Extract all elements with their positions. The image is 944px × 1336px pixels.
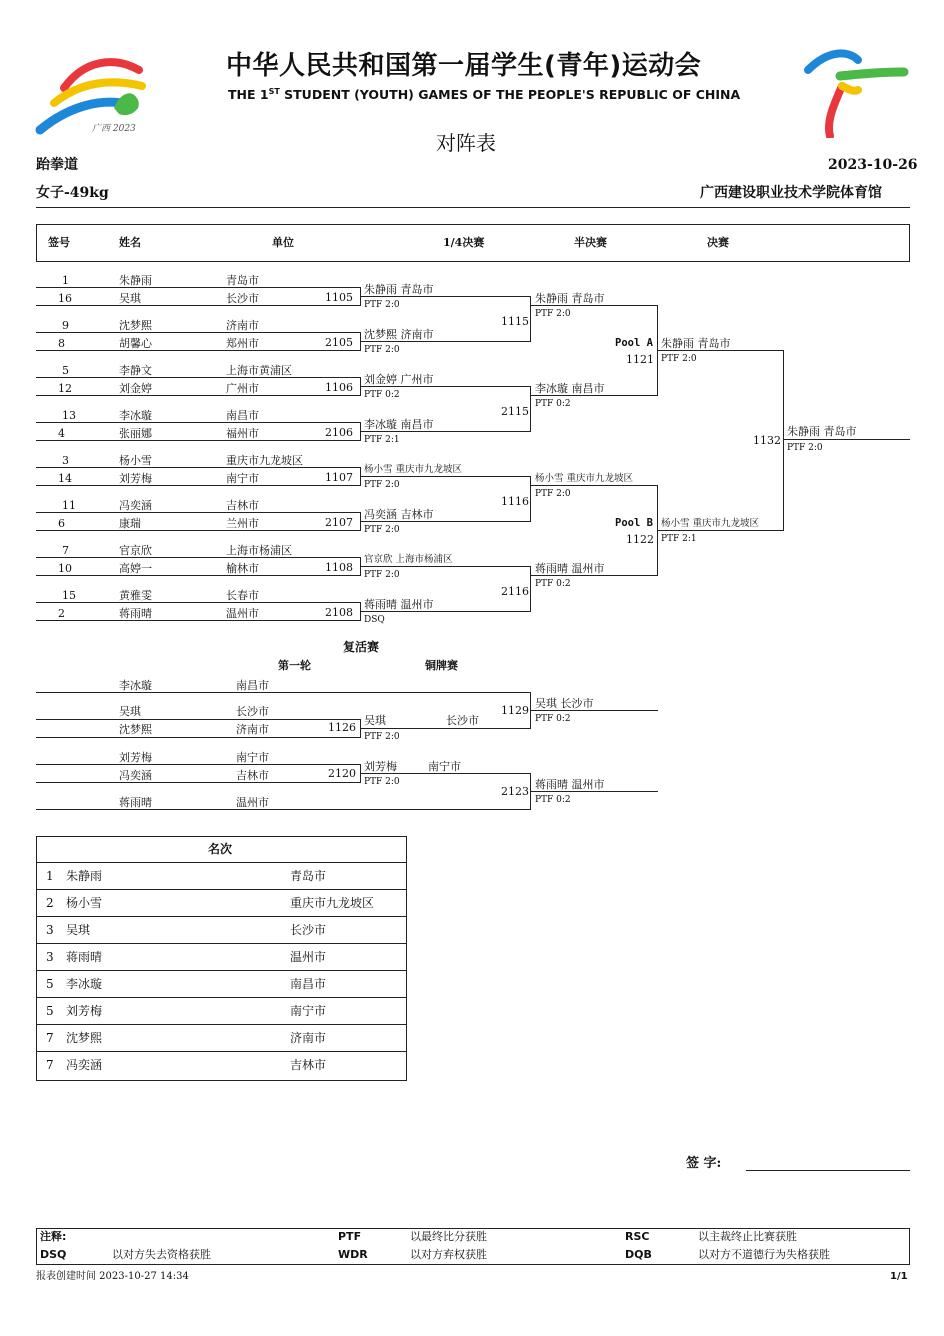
entrant-unit: 济南市 (226, 319, 259, 332)
sf-winner: 朱静雨 青岛市 (661, 337, 731, 350)
entrant-unit: 温州市 (226, 607, 259, 620)
games-title-cn: 中华人民共和国第一届学生(青年)运动会 (226, 51, 702, 81)
bracket-line (530, 395, 658, 396)
qf-match-no: 1115 (501, 315, 529, 328)
rep-b-r1-result: PTF 2:0 (364, 777, 400, 787)
rep-b-bronze-match-no: 2123 (501, 785, 529, 798)
bracket-line (36, 602, 360, 603)
qf-result: PTF 2:0 (535, 489, 571, 499)
rep-b-p2-name: 冯奕涵 (119, 769, 152, 782)
entrant-name: 刘金婷 (119, 382, 152, 395)
ranking-rank: 3 (46, 923, 54, 937)
note-text-dqb: 以对方不道德行为失格获胜 (698, 1248, 830, 1261)
page-number: 1/1 (890, 1271, 908, 1282)
ranking-unit: 吉林市 (290, 1058, 327, 1072)
rep-b-r1-match-no: 2120 (328, 767, 356, 780)
entrant-unit: 广州市 (226, 382, 259, 395)
bracket-line (36, 287, 360, 288)
bracket-line (36, 862, 406, 863)
r1-match-no: 1107 (325, 471, 353, 484)
rep-a-r1-unit: 长沙市 (446, 714, 479, 727)
col-unit: 单位 (272, 236, 294, 249)
sf-result: PTF 2:0 (661, 354, 697, 364)
entrant-name: 沈梦熙 (119, 319, 152, 332)
entrant-name: 高婷一 (119, 562, 152, 575)
r1-result: DSQ (364, 615, 385, 625)
bracket-line (783, 439, 910, 440)
sf-result: PTF 2:1 (661, 534, 697, 544)
entrant-seed: 2 (58, 607, 65, 620)
rep-b-p2-unit: 吉林市 (236, 769, 269, 782)
ranking-name: 吴琪 (66, 923, 91, 937)
rep-a-r1-winner: 吴琪 (364, 714, 386, 727)
bracket-line (530, 485, 658, 486)
sf-winner: 杨小雪 重庆市九龙坡区 (661, 518, 760, 529)
entrant-name: 吴琪 (119, 292, 141, 305)
ranking-name: 冯奕涵 (66, 1058, 103, 1072)
entrant-seed: 11 (62, 499, 76, 512)
rep-a-bronze-winner: 吴琪 长沙市 (535, 697, 594, 710)
repechage-round1-label: 第一轮 (278, 659, 311, 672)
rep-a-bye-name: 李冰璇 (119, 679, 152, 692)
entrant-seed: 15 (62, 589, 76, 602)
bracket-line (530, 386, 531, 432)
ranking-name: 杨小雪 (66, 896, 103, 910)
r1-result: PTF 2:0 (364, 300, 400, 310)
r1-match-no: 2107 (325, 516, 353, 529)
r1-winner: 沈梦熙 济南市 (364, 328, 434, 341)
ranking-title: 名次 (208, 842, 233, 856)
entrant-seed: 6 (58, 517, 65, 530)
entrant-seed: 12 (58, 382, 72, 395)
r1-match-no: 2106 (325, 426, 353, 439)
r1-match-no: 1105 (325, 291, 353, 304)
rep-b-r1-unit: 南宁市 (428, 760, 461, 773)
bracket-line (36, 530, 360, 531)
ranking-unit: 长沙市 (290, 923, 327, 937)
bracket-line (360, 476, 530, 477)
entrant-name: 刘芳梅 (119, 472, 152, 485)
entrant-seed: 3 (62, 454, 69, 467)
rep-b-bye-unit: 温州市 (236, 796, 269, 809)
r1-winner: 蒋雨晴 温州市 (364, 598, 434, 611)
sf-pool-label: Pool B (615, 517, 653, 529)
entrant-unit: 榆林市 (226, 562, 259, 575)
bracket-line (36, 889, 406, 890)
r1-winner: 李冰璇 南昌市 (364, 418, 434, 431)
r1-result: PTF 2:0 (364, 345, 400, 355)
rep-b-p1-unit: 南宁市 (236, 751, 269, 764)
entrant-seed: 10 (58, 562, 72, 575)
entrant-unit: 上海市黄浦区 (226, 364, 292, 377)
signature-label: 签 字: (686, 1156, 722, 1171)
entrant-unit: 福州市 (226, 427, 259, 440)
rep-a-p1-unit: 长沙市 (236, 705, 269, 718)
entrant-seed: 4 (58, 427, 65, 440)
ranking-name: 朱静雨 (66, 869, 103, 883)
ranking-name: 刘芳梅 (66, 1004, 103, 1018)
bracket-line (36, 440, 360, 441)
bracket-line (36, 485, 360, 486)
sf-match-no: 1122 (626, 533, 654, 546)
r1-match-no: 1106 (325, 381, 353, 394)
bracket-line (36, 997, 406, 998)
qf-winner: 蒋雨晴 温州市 (535, 562, 605, 575)
bracket-line (36, 620, 360, 621)
r1-winner: 刘金婷 广州市 (364, 373, 434, 386)
entrant-name: 胡馨心 (119, 337, 152, 350)
qf-match-no: 1116 (501, 495, 529, 508)
bracket-line (360, 386, 530, 387)
ranking-unit: 济南市 (290, 1031, 327, 1045)
rep-b-bronze-result: PTF 0:2 (535, 795, 571, 805)
r1-result: PTF 2:0 (364, 570, 400, 580)
bracket-line (530, 296, 531, 342)
bracket-line (360, 611, 530, 612)
bracket-line (36, 557, 360, 558)
final-winner: 朱静雨 青岛市 (787, 425, 857, 438)
rep-a-bronze-match-no: 1129 (501, 704, 529, 717)
ranking-rank: 7 (46, 1058, 54, 1072)
note-text-wdr: 以对方弃权获胜 (410, 1248, 487, 1261)
venue-label: 广西建设职业技术学院体育馆 (700, 185, 882, 201)
qf-winner: 杨小雪 重庆市九龙坡区 (535, 473, 634, 484)
r1-result: PTF 2:0 (364, 480, 400, 490)
r1-winner: 朱静雨 青岛市 (364, 283, 434, 296)
entrant-unit: 长沙市 (226, 292, 259, 305)
ranking-unit: 青岛市 (290, 869, 327, 883)
final-result: PTF 2:0 (787, 443, 823, 453)
entrant-unit: 南宁市 (226, 472, 259, 485)
entrant-unit: 郑州市 (226, 337, 259, 350)
bracket-line (360, 521, 530, 522)
entrant-unit: 上海市杨浦区 (226, 544, 292, 557)
ranking-name: 李冰璇 (66, 977, 103, 991)
bracket-line (530, 305, 658, 306)
qf-result: PTF 0:2 (535, 579, 571, 589)
repechage-bronze-label: 铜牌赛 (425, 659, 458, 672)
entrant-name: 康瑞 (119, 517, 141, 530)
rep-b-bronze-winner: 蒋雨晴 温州市 (535, 778, 605, 791)
entrant-unit: 兰州市 (226, 517, 259, 530)
games-title-en: THE 1ST STUDENT (YOUTH) GAMES OF THE PEOPLE'S REPUBLIC OF CHINA (228, 87, 741, 103)
entrant-unit: 青岛市 (226, 274, 259, 287)
col-qf: 1/4决赛 (443, 236, 485, 249)
ranking-rank: 3 (46, 950, 54, 964)
entrant-unit: 重庆市九龙坡区 (226, 454, 303, 467)
bracket-line (36, 395, 360, 396)
bracket-line (657, 530, 783, 531)
ranking-rank: 2 (46, 896, 54, 910)
bracket-line (36, 1051, 406, 1052)
rep-b-bye-name: 蒋雨晴 (119, 796, 152, 809)
entrant-seed: 7 (62, 544, 69, 557)
entrant-unit: 吉林市 (226, 499, 259, 512)
r1-result: PTF 2:1 (364, 435, 400, 445)
sf-pool-label: Pool A (615, 337, 653, 349)
r1-winner: 官京欣 上海市杨浦区 (364, 554, 453, 565)
rep-b-p1-name: 刘芳梅 (119, 751, 152, 764)
ranking-unit: 南宁市 (290, 1004, 327, 1018)
rep-a-p2-unit: 济南市 (236, 723, 269, 736)
entrant-seed: 8 (58, 337, 65, 350)
bracket-line (360, 296, 530, 297)
qf-match-no: 2116 (501, 585, 529, 598)
notes-label: 注释: (40, 1230, 67, 1243)
note-code-ptf: PTF (338, 1230, 362, 1243)
bracket-line (36, 305, 360, 306)
ranking-rank: 7 (46, 1031, 54, 1045)
bracket-line (530, 476, 531, 522)
bracket-line (36, 512, 360, 513)
entrant-name: 黄雅雯 (119, 589, 152, 602)
category-label: 女子-49kg (36, 185, 109, 201)
r1-match-no: 2108 (325, 606, 353, 619)
bracket-line (36, 1024, 406, 1025)
entrant-seed: 13 (62, 409, 76, 422)
qf-winner: 李冰璇 南昌市 (535, 382, 605, 395)
note-code-wdr: WDR (338, 1248, 368, 1261)
bracket-line (360, 341, 530, 342)
bracket-line (36, 422, 360, 423)
r1-match-no: 2105 (325, 336, 353, 349)
rep-a-r1-match-no: 1126 (328, 721, 356, 734)
ranking-unit: 南昌市 (290, 977, 327, 991)
entrant-name: 李静文 (119, 364, 152, 377)
bracket-line (36, 943, 406, 944)
bracket-line (783, 350, 784, 531)
entrant-seed: 1 (62, 274, 69, 287)
sf-match-no: 1121 (626, 353, 654, 366)
r1-match-no: 1108 (325, 561, 353, 574)
bracket-line (36, 916, 406, 917)
r1-result: PTF 2:0 (364, 525, 400, 535)
qf-winner: 朱静雨 青岛市 (535, 292, 605, 305)
rep-a-p2-name: 沈梦熙 (119, 723, 152, 736)
rep-a-p1-name: 吴琪 (119, 705, 141, 718)
entrant-seed: 9 (62, 319, 69, 332)
repechage-title: 复活赛 (343, 640, 380, 654)
entrant-unit: 长春市 (226, 589, 259, 602)
col-sf: 半决赛 (574, 236, 607, 249)
note-text-ptf: 以最终比分获胜 (410, 1230, 487, 1243)
note-text-rsc: 以主裁终止比赛获胜 (698, 1230, 797, 1243)
col-final: 决赛 (707, 236, 729, 249)
entrant-seed: 5 (62, 364, 69, 377)
rep-a-r1-result: PTF 2:0 (364, 732, 400, 742)
bracket-line (36, 350, 360, 351)
entrant-name: 官京欣 (119, 544, 152, 557)
bracket-line (36, 332, 360, 333)
bracket-line (360, 431, 530, 432)
entrant-name: 冯奕涵 (119, 499, 152, 512)
bracket-line (530, 575, 658, 576)
rep-a-bronze-result: PTF 0:2 (535, 714, 571, 724)
games-logo-right (800, 46, 910, 138)
bracket-line (36, 467, 360, 468)
ranking-unit: 重庆市九龙坡区 (290, 896, 375, 910)
report-created: 报表创建时间 2023-10-27 14:34 (36, 1271, 189, 1282)
r1-winner: 冯奕涵 吉林市 (364, 508, 434, 521)
bracket-line (657, 350, 783, 351)
ranking-name: 沈梦熙 (66, 1031, 103, 1045)
final-match-no: 1132 (753, 434, 781, 447)
r1-winner: 杨小雪 重庆市九龙坡区 (364, 464, 463, 475)
entrant-name: 李冰璇 (119, 409, 152, 422)
ranking-name: 蒋雨晴 (66, 950, 103, 964)
bracket-line (36, 970, 406, 971)
qf-match-no: 2115 (501, 405, 529, 418)
col-name: 姓名 (119, 236, 141, 249)
note-text-dsq: 以对方失去资格获胜 (112, 1248, 211, 1261)
bracket-line (360, 566, 530, 567)
entrant-name: 张丽娜 (119, 427, 152, 440)
ranking-rank: 1 (46, 869, 54, 883)
entrant-name: 朱静雨 (119, 274, 152, 287)
bracket-line (530, 566, 531, 612)
rep-a-bye-unit: 南昌市 (236, 679, 269, 692)
entrant-name: 蒋雨晴 (119, 607, 152, 620)
note-code-rsc: RSC (625, 1230, 650, 1243)
r1-result: PTF 0:2 (364, 390, 400, 400)
rep-b-r1-winner: 刘芳梅 (364, 760, 397, 773)
date-label: 2023-10-26 (828, 157, 918, 173)
bracket-line (36, 377, 360, 378)
ranking-rank: 5 (46, 1004, 54, 1018)
logo-caption: 广西 2023 (92, 124, 136, 134)
entrant-seed: 14 (58, 472, 72, 485)
sport-label: 跆拳道 (36, 157, 78, 173)
col-seed: 签号 (48, 236, 70, 249)
signature-line (746, 1170, 910, 1171)
qf-result: PTF 0:2 (535, 399, 571, 409)
bracket-line (36, 575, 360, 576)
note-code-dqb: DQB (625, 1248, 652, 1261)
entrant-name: 杨小雪 (119, 454, 152, 467)
header-divider (36, 207, 910, 208)
note-code-dsq: DSQ (40, 1248, 67, 1261)
entrant-unit: 南昌市 (226, 409, 259, 422)
ranking-rank: 5 (46, 977, 54, 991)
entrant-seed: 16 (58, 292, 72, 305)
ranking-unit: 温州市 (290, 950, 327, 964)
qf-result: PTF 2:0 (535, 309, 571, 319)
page-title: 对阵表 (436, 131, 496, 155)
